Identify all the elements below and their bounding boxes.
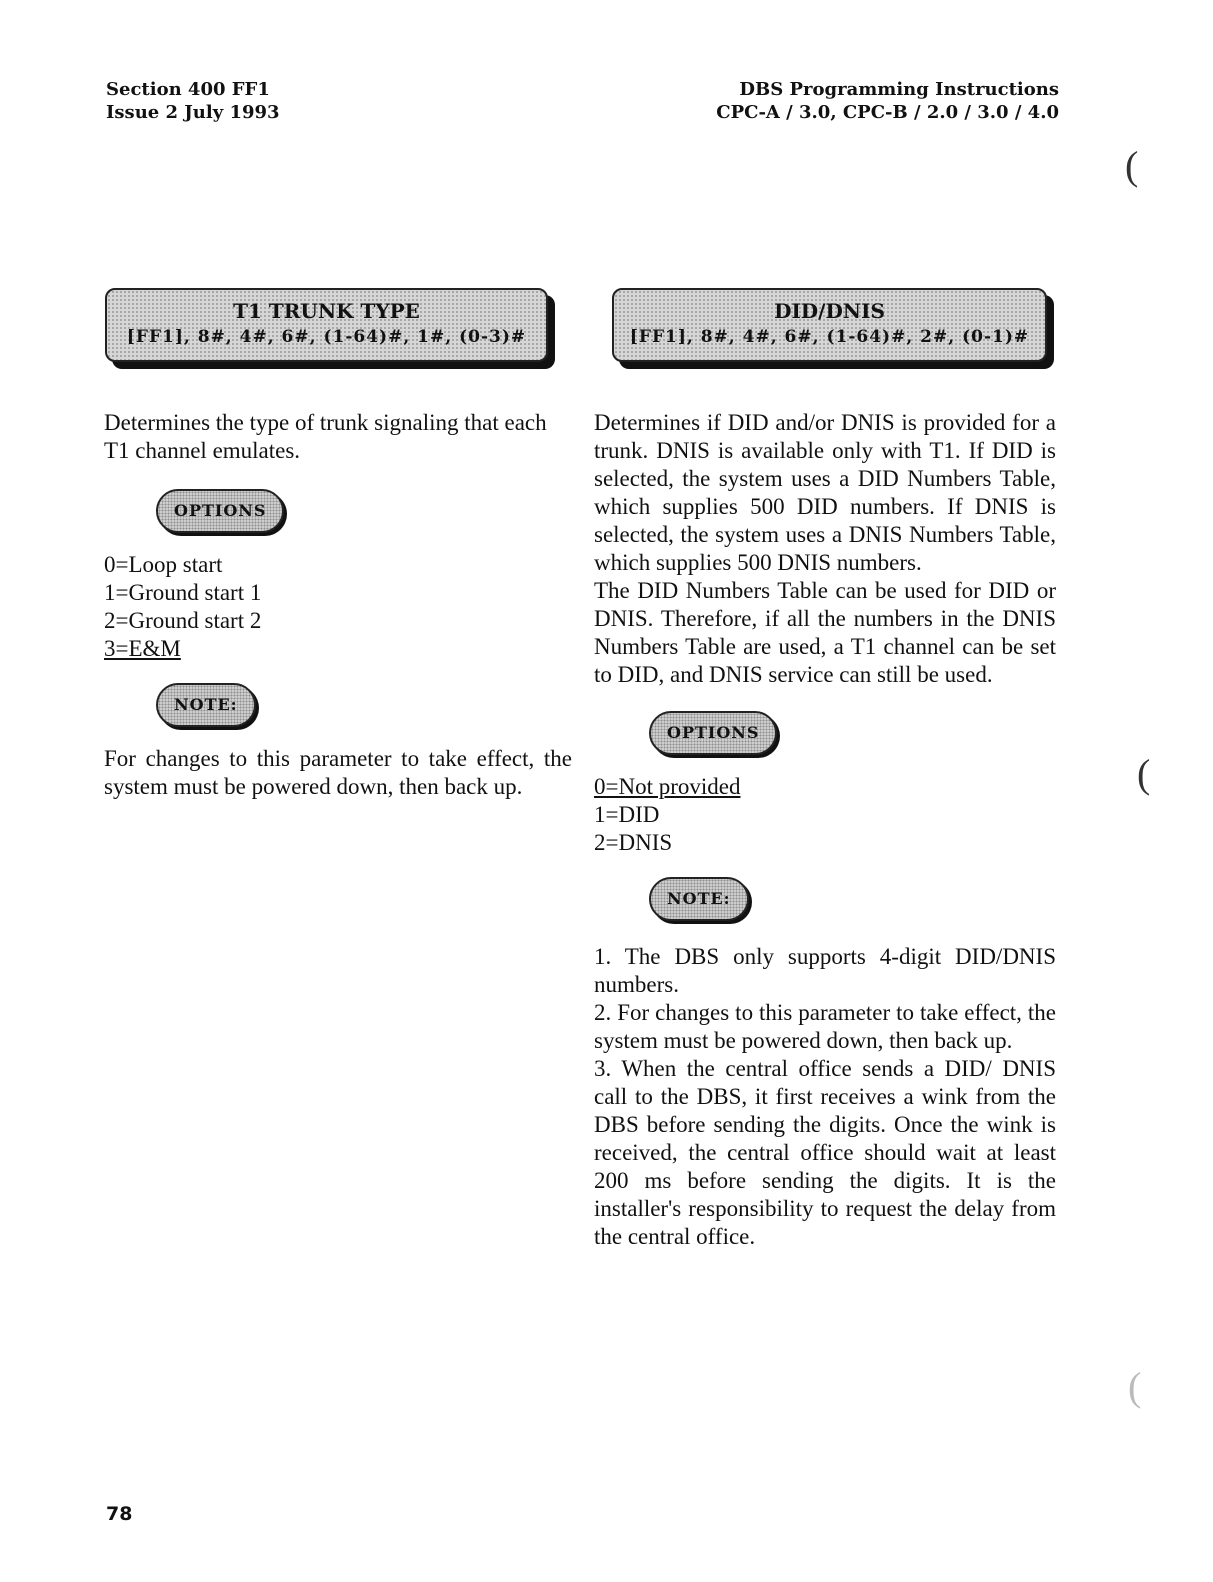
margin-mark: ( [1137, 751, 1151, 796]
option-item-default: 3=E&M [104, 636, 181, 661]
left-column [104, 409, 572, 801]
box-title: T1 TRUNK TYPE [233, 299, 420, 323]
option-item: 2=DNIS [594, 830, 673, 855]
description: Determines the type of trunk signaling that each T1 channel emulates. [104, 410, 547, 463]
page-number: 78 [106, 1503, 133, 1525]
box-code: [FF1], 8#, 4#, 6#, (1-64)#, 2#, (0-1)# [629, 327, 1030, 347]
note-text: For changes to this parameter to take effect, the system must be powered down, then back up. [104, 746, 572, 799]
issue-label: Issue 2 July 1993 [106, 102, 280, 123]
t1-trunk-type-title-box [105, 288, 548, 362]
notes-list [594, 943, 1056, 1251]
margin-mark: ( [1128, 1364, 1142, 1409]
note-item: 1. The DBS only supports 4-digit DID/DNIS numbers. [594, 944, 1056, 997]
margin-mark: ( [1125, 143, 1139, 188]
did-dnis-title-box [612, 288, 1047, 362]
options-list [104, 551, 572, 663]
doc-versions: CPC-A / 3.0, CPC-B / 2.0 / 3.0 / 4.0 [716, 102, 1059, 123]
description-para-1: Determines if DID and/or DNIS is provided for a trunk. DNIS is available only with T1. If DID is selected, the system uses a DID Numbers Table, which supplies 500 DID numbers. If DNIS is selected, the system uses a DNIS Numbers Table, which supplies 500 DNIS numbers. [594, 410, 1056, 575]
options-list [594, 773, 1056, 857]
header-right [716, 78, 1059, 124]
option-item: 0=Loop start [104, 552, 223, 577]
note-label: NOTE: [649, 877, 749, 921]
description-para-2: The DID Numbers Table can be used for DID or DNIS. Therefore, if all the numbers in the DNIS Numbers Table are used, a T1 channel can be set to DID, and DNIS service can still be used. [594, 578, 1056, 687]
note-item: 2. For changes to this parameter to take effect, the system must be powered down, then back up. [594, 1000, 1056, 1053]
note-item: 3. When the central office sends a DID/ DNIS call to the DBS, it first receives a wink from the DBS before sending the digits. Once the wink is received, the central office should wait at least 200 ms before sending the digits. It is the installer's responsibility to request the delay from the central office. [594, 1056, 1056, 1249]
options-label: OPTIONS [156, 489, 284, 533]
box-code: [FF1], 8#, 4#, 6#, (1-64)#, 1#, (0-3)# [126, 327, 527, 347]
option-item: 1=Ground start 1 [104, 580, 262, 605]
option-item: 1=DID [594, 802, 660, 827]
section-label: Section 400 FF1 [106, 79, 270, 100]
note-label: NOTE: [156, 683, 256, 727]
box-title: DID/DNIS [774, 299, 885, 323]
header-left [106, 78, 280, 124]
option-item: 2=Ground start 2 [104, 608, 262, 633]
right-column [594, 409, 1056, 1251]
doc-title: DBS Programming Instructions [739, 79, 1059, 100]
options-label: OPTIONS [649, 711, 777, 755]
option-item-default: 0=Not provided [594, 774, 741, 799]
